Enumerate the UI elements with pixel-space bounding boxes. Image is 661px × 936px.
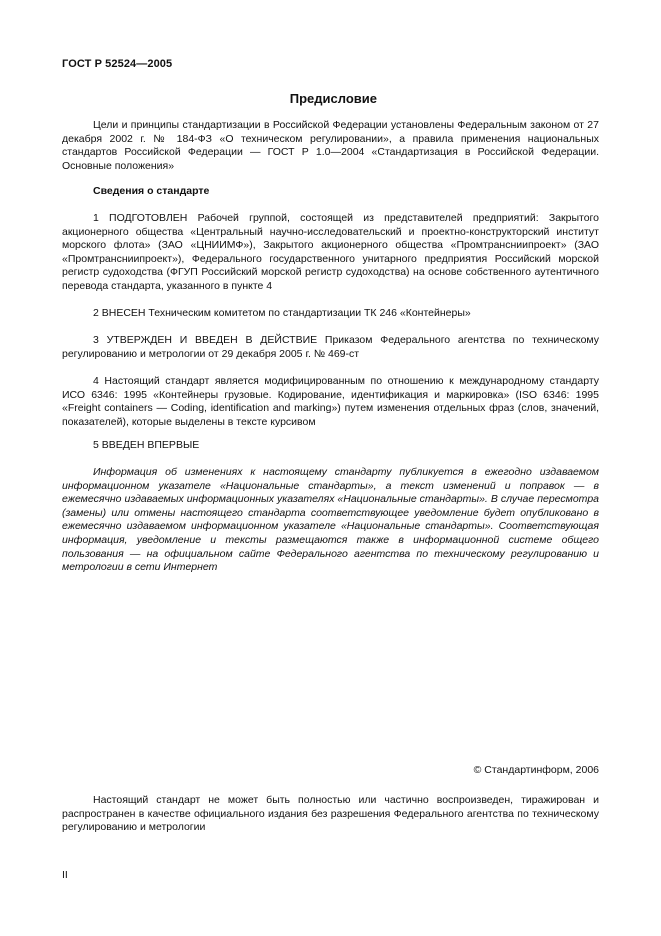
item-1-text: 1 ПОДГОТОВЛЕН Рабочей группой, состоящей из представителей предприятий: Закрытого акционерного общества «Центральный научно-исследовательский и проектно-конструкторский институт морского флота» (ЗАО «ЦНИИМФ»), Закрытого акционерного общества «Промтрансниипроект» (ЗАО «Промтрансниипроект»), Федерального государственного унитарного предприятия Российский морской регистр судоходства (ФГУП Российский морской регистр судоходства) на основе собственного аутентичного перевода стандарта, указанного в пункте 4 <box>62 212 599 292</box>
item-5-text: 5 ВВЕДЕН ВПЕРВЫЕ <box>93 439 200 451</box>
copyright: © Стандартинформ, 2006 <box>473 764 599 776</box>
intro-paragraph <box>62 119 599 173</box>
item-1 <box>62 212 599 294</box>
legal-paragraph <box>62 794 599 835</box>
item-4-text: 4 Настоящий стандарт является модифицированным по отношению к международному стандарту ИСО 6346: 1995 «Контейнеры грузовые. Кодирование, идентификация и маркировка» (ISO 6346: 1995 «Freight containers — Coding, identification and marking») путем изменения отдельных фраз (слов, значений, показателей), которые выделены в тексте курсивом <box>62 375 599 428</box>
intro-text: Цели и принципы стандартизации в Российской Федерации установлены Федеральным законом от 27 декабря 2002 г. № 184-ФЗ «О техническом регулировании», а правила применения национальных стандартов Российской Федерации — ГОСТ Р 1.0—2004 «Стандартизация в Российской Федерации. Основные положения» <box>62 119 599 172</box>
item-3 <box>62 334 599 361</box>
item-4 <box>62 375 599 429</box>
page-title <box>62 91 599 106</box>
notice-text: Информация об изменениях к настоящему стандарту публикуется в ежегодно издаваемом информационном указателе «Национальные стандарты», а текст изменений и поправок — в ежемесячно издаваемых информационных указателях «Национальные стандарты». В случае пересмотра (замены) или отмены настоящего стандарта соответствующее уведомление будет опубликовано в ежемесячно издаваемом информационном указателе «Национальные стандарты». Соответствующая информация, уведомление и тексты размещаются также в информационной системе общего пользования — на официальном сайте Федерального агентства по техническому регулированию и метрологии в сети Интернет <box>62 466 599 574</box>
item-5 <box>62 439 599 453</box>
page-number: II <box>62 869 68 881</box>
legal-text: Настоящий стандарт не может быть полностью или частично воспроизведен, тиражирован и распространен в качестве официального издания без разрешения Федерального агентства по техническому регулированию и метрологии <box>62 794 599 834</box>
document-code: ГОСТ Р 52524—2005 <box>62 58 173 70</box>
item-3-text: 3 УТВЕРЖДЕН И ВВЕДЕН В ДЕЙСТВИЕ Приказом Федерального агентства по техническому регулированию и метрологии от 29 декабря 2005 г. № 469-ст <box>62 334 599 360</box>
section-heading-block <box>62 185 599 199</box>
section-heading: Сведения о стандарте <box>93 185 210 197</box>
notice-paragraph <box>62 466 599 575</box>
item-2-text: 2 ВНЕСЕН Техническим комитетом по стандартизации ТК 246 «Контейнеры» <box>93 307 471 319</box>
item-2 <box>62 307 599 321</box>
page-title-text: Предисловие <box>289 91 377 106</box>
